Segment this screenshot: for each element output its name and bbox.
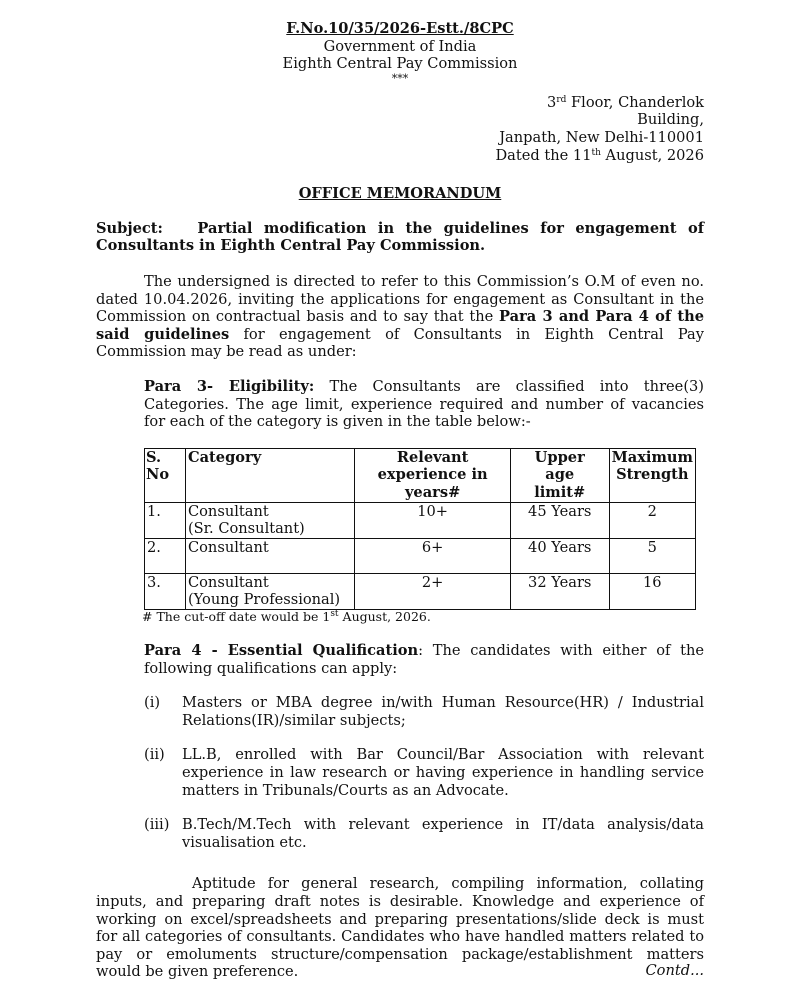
address-building: Floor, Chanderlok Building, (566, 93, 704, 129)
memo-title: OFFICE MEMORANDUM (298, 185, 502, 203)
list-item (144, 816, 704, 851)
para4-text: : The candidates with either of the following qualifications can apply: (144, 642, 705, 677)
cell-experience: 6+ (355, 538, 510, 573)
para3-eligibility (96, 378, 704, 431)
floor-suffix: rd (556, 94, 567, 105)
separator-stars: *** (391, 71, 409, 85)
table-row (145, 538, 696, 573)
file-number: F.No.10/35/2026-Estt./8CPC (286, 20, 514, 37)
memo-page (96, 20, 704, 981)
cell-sno: 2. (145, 538, 186, 573)
para3-text: The Consultants are classified into three(3) Categories. The age limit, experience required and number of vacancies for each of the category is given in the table below:- (144, 377, 704, 431)
cutoff-note (142, 610, 704, 624)
continued-marker: Contd... (645, 962, 704, 979)
date-prefix: Dated the 11 (495, 146, 592, 164)
cell-experience: 10+ (355, 502, 510, 538)
list-item (144, 694, 704, 729)
address-line-1 (478, 94, 704, 129)
intro-bold: Para 3 and Para 4 of the said guidelines (96, 308, 705, 343)
intro-paragraph (96, 273, 704, 361)
cell-age: 45 Years (510, 502, 609, 538)
category-sub: (Young Professional) (187, 591, 341, 609)
col-sno: S. No (145, 448, 186, 502)
col-category: Category (185, 448, 354, 502)
item-text: B.Tech/M.Tech with relevant experience in IT/data analysis/data visualisation etc. (182, 816, 704, 851)
address-block (478, 94, 704, 164)
item-text: Masters or MBA degree in/with Human Resource(HR) / Industrial Relations(IR)/similar subjects; (182, 694, 704, 729)
para4-qualification (96, 642, 704, 677)
item-number: (ii) (144, 746, 165, 764)
address-line-2: Janpath, New Delhi-110001 (499, 128, 704, 146)
note-suffix: st (330, 609, 339, 620)
cell-experience: 2+ (355, 573, 510, 609)
table-header-row (145, 448, 696, 502)
cell-max: 2 (609, 502, 695, 538)
eligibility-table (144, 448, 696, 610)
item-text: LL.B, enrolled with Bar Council/Bar Association with relevant experience in law research or having experience in handling service matters in Tribunals/Courts as an Advocate. (182, 746, 704, 799)
date-month-year: August, 2026 (600, 146, 704, 164)
cell-max: 16 (609, 573, 695, 609)
list-item (144, 746, 704, 799)
category-name: Consultant (187, 573, 269, 591)
para3-label: Para 3- Eligibility: (144, 377, 315, 395)
letterhead (96, 20, 704, 84)
category-sub: (Sr. Consultant) (187, 520, 305, 538)
cell-sno: 1. (145, 502, 186, 538)
cell-age: 40 Years (510, 538, 609, 573)
cell-category (185, 573, 354, 609)
intro-text-1: The undersigned is directed to refer to this Commission’s O.M of even no. dated 10.04.2026, inviting the applications for engagement as Consultant in the Commission on contractual basis and to say that the (96, 272, 704, 326)
intro-text-2: for engagement of Consultants in Eighth Central Pay Commission may be read as under: (96, 325, 704, 361)
cell-category: Consultant (185, 538, 354, 573)
col-experience: Relevant experience in years# (355, 448, 510, 502)
subject-text: Partial modification in the guidelines for engagement of Consultants in Eighth Central Pay Commission. (96, 219, 704, 255)
cell-max: 5 (609, 538, 695, 573)
commission-line: Eighth Central Pay Commission (282, 55, 518, 73)
date-suffix: th (591, 147, 601, 158)
para4-label: Para 4 - Essential Qualification (144, 642, 419, 660)
subject-label: Subject: (96, 219, 163, 237)
note-date: August, 2026. (338, 609, 431, 625)
cell-age: 32 Years (510, 573, 609, 609)
aptitude-paragraph: Aptitude for general research, compiling information, collating inputs, and preparing draft notes is desirable. Knowledge and experience of working on excel/spreadsheets and preparing presentations/slide deck is must for all categories of consultants. Candidates who have handled matters related to pay or emoluments structure/compensation package/establishment matters would be given preference. (96, 875, 704, 981)
col-age: Upper age limit# (510, 448, 609, 502)
floor-number: 3 (547, 93, 557, 111)
col-max: Maximum Strength (609, 448, 695, 502)
item-number: (i) (144, 694, 161, 712)
cell-sno: 3. (145, 573, 186, 609)
cell-category (185, 502, 354, 538)
date-line (478, 147, 704, 165)
note-prefix: # The cut-off date would be 1 (142, 609, 331, 625)
table-row (145, 573, 696, 609)
government-line: Government of India (323, 37, 477, 55)
item-number: (iii) (144, 816, 170, 834)
category-name: Consultant (187, 502, 269, 520)
table-row (145, 502, 696, 538)
subject-line (96, 220, 704, 255)
